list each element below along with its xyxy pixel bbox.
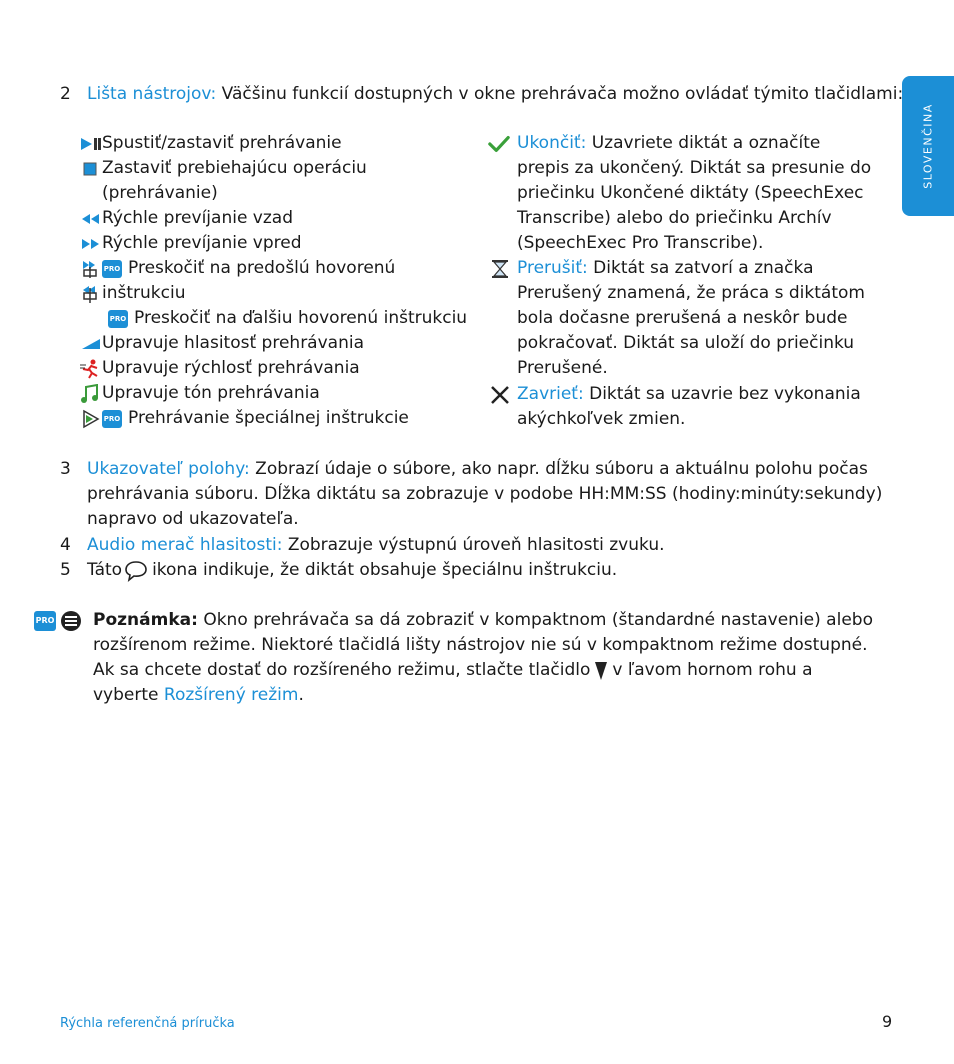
- finish-line: priečinku Ukončené diktáty (SpeechExec: [517, 183, 864, 203]
- note-line: Okno prehrávača sa dá zobraziť v kompaktnom (štandardné nastavenie) alebo: [203, 610, 873, 630]
- note-block: [93, 608, 873, 708]
- list-item-label: Upravuje tón prehrávania: [102, 383, 320, 403]
- note-line: v ľavom hornom rohu a: [612, 660, 813, 680]
- checkmark-icon: [488, 135, 510, 153]
- pro-badge: PRO: [102, 410, 122, 428]
- item-4-text: Zobrazuje výstupnú úroveň hlasitosti zvuku.: [287, 535, 665, 555]
- list-item-stop: [80, 156, 367, 181]
- suspend-description: [517, 256, 865, 381]
- footer-title: Rýchla referenčná príručka: [60, 1016, 235, 1031]
- play-pause-icon: [80, 135, 102, 153]
- speech-bubble-icon: [124, 560, 150, 582]
- suspend-line: pokračovať. Diktát sa uloží do priečinku: [517, 333, 855, 353]
- note-line-end: .: [298, 685, 304, 705]
- item-4: [87, 533, 665, 558]
- item-3: [87, 457, 882, 532]
- list-item-speed: [80, 356, 360, 381]
- running-man-icon: [80, 360, 102, 378]
- dropdown-triangle-icon: [595, 660, 607, 682]
- finish-label: Ukončiť:: [517, 133, 587, 153]
- next-instruction-icon: [80, 285, 102, 303]
- page-number: 9: [882, 1012, 893, 1031]
- suspend-icon-row: [490, 256, 512, 281]
- music-note-icon: [80, 385, 102, 403]
- item-4-label: Audio merač hlasitosti:: [87, 535, 283, 555]
- stop-icon: [80, 160, 102, 178]
- suspend-line: Diktát sa zatvorí a značka: [593, 258, 814, 278]
- previous-instruction-icon: [80, 260, 102, 278]
- list-item-volume: [80, 331, 364, 356]
- note-line: Ak sa chcete dostať do rozšíreného režimu, stlačte tlačidlo: [93, 660, 591, 680]
- item-4-number: 4: [60, 535, 71, 555]
- suspend-line: Prerušené.: [517, 358, 608, 378]
- close-icon: [490, 386, 512, 404]
- list-item-label: Preskočiť na predošlú hovorenú: [128, 258, 396, 278]
- pro-badge: PRO: [102, 260, 122, 278]
- close-line: Diktát sa uzavrie bez vykonania: [589, 384, 861, 404]
- list-item-next-instruction: [80, 281, 185, 306]
- suspend-label: Prerušiť:: [517, 258, 588, 278]
- list-item-label: inštrukciu: [102, 283, 186, 303]
- list-item-label: Upravuje rýchlosť prehrávania: [102, 358, 360, 378]
- finish-line: (SpeechExec Pro Transcribe).: [517, 233, 764, 253]
- suspend-line: bola dočasne prerušená a neskôr bude: [517, 308, 848, 328]
- note-icons: [34, 608, 82, 633]
- close-icon-row: [490, 382, 512, 407]
- item-3-label: Ukazovateľ polohy:: [87, 459, 250, 479]
- finish-description: [517, 131, 871, 256]
- special-instruction-play-icon: [80, 410, 102, 428]
- pro-badge: PRO: [108, 310, 128, 328]
- list-item-rewind: [80, 206, 293, 231]
- finish-line: Transcribe) alebo do priečinku Archív: [517, 208, 832, 228]
- note-line: rozšírenom režime. Niektoré tlačidlá lišty nástrojov nie sú v kompaktnom režime dostupné.: [93, 635, 868, 655]
- volume-icon: [80, 335, 102, 353]
- finish-line: Uzavriete diktát a označíte: [591, 133, 821, 153]
- list-item-label: (prehrávanie): [102, 183, 218, 203]
- note-title: Poznámka:: [93, 610, 198, 630]
- list-item-special-instruction: [80, 406, 409, 431]
- item-5-text-before: Táto: [87, 560, 123, 580]
- list-item-label: Zastaviť prebiehajúcu operáciu: [102, 158, 367, 178]
- finish-line: prepis za ukončený. Diktát sa presunie do: [517, 158, 872, 178]
- item-3-line: prehrávania súboru. Dĺžka diktátu sa zobrazuje v podobe HH:MM:SS (hodiny:minúty:sekundy): [87, 484, 883, 504]
- list-item-tone: [80, 381, 320, 406]
- language-tab: [902, 76, 954, 216]
- pro-badge: PRO: [34, 611, 56, 631]
- item-5-text-after: ikona indikuje, že diktát obsahuje špeciálnu inštrukciu.: [152, 560, 618, 580]
- extended-mode-link[interactable]: Rozšírený režim: [163, 685, 299, 705]
- item-2-number: 2: [60, 84, 71, 104]
- item-2: [87, 82, 903, 107]
- list-item-label: Prehrávanie špeciálnej inštrukcie: [128, 408, 409, 428]
- suspend-line: Prerušený znamená, že práca s diktátom: [517, 283, 865, 303]
- finish-icon-row: [488, 131, 510, 156]
- list-item-label: Rýchle prevíjanie vzad: [102, 208, 293, 228]
- list-item-label: Spustiť/zastaviť prehrávanie: [102, 133, 342, 153]
- item-2-text: Väčšinu funkcií dostupných v okne prehrávača možno ovládať týmito tlačidlami:: [221, 84, 904, 104]
- rewind-icon: [80, 210, 102, 228]
- close-line: akýchkoľvek zmien.: [517, 409, 686, 429]
- note-icon: [60, 610, 82, 632]
- fast-forward-icon: [80, 235, 102, 253]
- item-3-line: Zobrazí údaje o súbore, ako napr. dĺžku súboru a aktuálnu polohu počas: [255, 459, 868, 479]
- close-label: Zavrieť:: [517, 384, 584, 404]
- list-item-prev-instruction: [80, 256, 395, 281]
- item-3-line: napravo od ukazovateľa.: [87, 509, 299, 529]
- item-3-number: 3: [60, 459, 71, 479]
- list-item-label: Preskočiť na ďalšiu hovorenú inštrukciu: [134, 308, 468, 328]
- list-item-label: Upravuje hlasitosť prehrávania: [102, 333, 364, 353]
- list-item-fast-forward: [80, 231, 302, 256]
- list-item-play-stop: [80, 131, 342, 156]
- close-description: [517, 382, 861, 432]
- list-item-next-instruction-text: [108, 306, 467, 331]
- list-item-label: Rýchle prevíjanie vpred: [102, 233, 302, 253]
- list-item-continued: [102, 181, 218, 206]
- hourglass-icon: [490, 260, 512, 278]
- note-line: vyberte: [93, 685, 159, 705]
- item-2-label: Lišta nástrojov:: [87, 84, 217, 104]
- item-5-number: 5: [60, 560, 71, 580]
- item-5: [87, 558, 617, 583]
- language-tab-label: SLOVENČINA: [921, 103, 935, 189]
